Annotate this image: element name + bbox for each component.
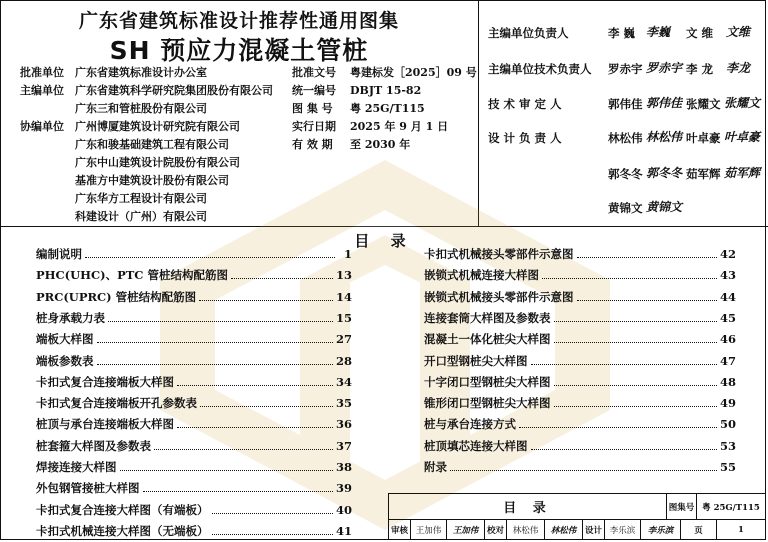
toc-entry-page: 41 [335,523,352,538]
toc-entry-title: PHC(UHC)、PTC 管桩结构配筋图 [36,268,228,283]
toc-entry-page: 34 [335,374,352,389]
toc-leader-dots [212,525,333,535]
co-unit-value: 广东和骏基础建筑工程有限公司 [75,138,229,151]
toc-entry-title: 桩顶与承台连接端板大样图 [36,417,174,432]
checker-name: 林松伟 [507,520,545,540]
reviewer-signature: 王加伟 [447,520,485,540]
person-name: 郭伟佳 [608,97,643,111]
header-horizontal-divider [0,226,768,227]
toc-entry[interactable] [424,374,736,390]
signature: 罗赤宇 [646,61,683,75]
toc-leader-dots [531,355,717,365]
toc-entry[interactable] [424,289,736,305]
toc-entry-title: 十字闭口型钢桩尖大样图 [424,374,551,389]
co-unit-label: 协编单位 [20,120,64,133]
person-name: 叶卓豪 [686,131,721,145]
toc-entry[interactable] [424,353,736,369]
toc-entry[interactable] [36,459,352,475]
signature: 叶卓豪 [724,130,761,144]
toc-entry[interactable] [36,395,352,411]
person-name: 郭冬冬 [608,167,643,181]
toc-leader-dots [212,504,333,514]
person-name: 罗赤宇 [608,62,643,76]
toc-entry-page: 15 [335,310,352,325]
toc-entry-title: 端板大样图 [36,332,94,347]
toc-entry[interactable] [36,480,352,496]
toc-leader-dots [154,440,333,450]
toc-leader-dots [120,461,333,471]
toc-entry[interactable] [424,459,736,475]
unified-number-value: DBJT 15-82 [350,84,422,97]
toc-entry-page: 47 [719,353,736,368]
toc-entry[interactable] [36,246,352,262]
toc-entry-title: 卡扣式复合连接大样图（有端板） [36,502,209,517]
toc-entry-page: 43 [719,268,736,283]
toc-entry-page: 35 [335,396,352,411]
signature: 林松伟 [646,130,683,144]
toc-entry[interactable] [424,438,736,454]
checker-signature: 林松伟 [545,520,583,540]
signature: 张耀文 [724,96,761,110]
chief-unit-value: 广东三和管桩股份有限公司 [75,102,207,115]
toc-entry-page: 27 [335,332,352,347]
atlas-number-value: 粤 25G/T115 [350,102,425,115]
toc-leader-dots [542,269,717,279]
toc-entry-title: 桩身承载力表 [36,310,105,325]
toc-entry-title: 编制说明 [36,247,82,261]
toc-leader-dots [200,397,333,407]
toc-entry[interactable] [36,416,352,432]
toc-leader-dots [231,269,333,279]
signature: 郭冬冬 [646,166,683,180]
toc-leader-dots [85,248,335,258]
toc-leader-dots [554,397,717,407]
page-value: 1 [717,520,766,540]
toc-entry[interactable] [36,289,352,305]
designer-signature: 李乐滨 [641,520,681,540]
toc-entry-page: 14 [335,289,352,304]
toc-entry[interactable] [36,353,352,369]
tech-approver-label: 技 术 审 定 人 [488,97,562,111]
toc-entry-page: 38 [335,460,352,474]
toc-leader-dots [97,355,333,365]
page-label: 页 [681,520,717,540]
toc-entry-title: 混凝土一体化桩尖大样图 [424,332,551,347]
person-name: 张耀文 [686,97,721,111]
toc-entry[interactable] [424,395,736,411]
toc-entry-title: 开口型钢桩尖大样图 [424,353,528,368]
reviewer-name: 王加伟 [411,520,447,540]
toc-title: 目 录 [354,232,414,250]
design-label: 设计 [583,520,605,540]
toc-entry[interactable] [36,310,352,326]
toc-leader-dots [554,333,717,343]
toc-entry[interactable] [424,310,736,326]
chief-unit-head-label: 主编单位负责人 [488,26,569,40]
toc-entry-title: 卡扣式复合连接端板开孔参数表 [36,396,197,411]
toc-entry-title: PRC(UPRC) 管桩结构配筋图 [36,289,197,304]
toc-entry-title: 连接套筒大样图及参数表 [424,310,551,325]
toc-entry-page: 45 [719,310,736,325]
toc-entry-page: 48 [719,374,736,389]
toc-leader-dots [577,248,717,258]
co-unit-value: 广州博厦建筑设计研究院有限公司 [75,120,240,133]
effective-date-label: 实行日期 [292,120,336,133]
toc-leader-dots [554,312,717,322]
toc-entry-title: 卡扣式机械接头零部件示意图 [424,247,574,261]
person-name: 林松伟 [608,131,643,145]
toc-entry-title: 附录 [424,460,447,474]
designer-name: 李乐滨 [605,520,641,540]
atlas-main-title: SH 预应力混凝土管桩 [109,36,369,65]
toc-entry-title: 卡扣式机械连接大样图（无端板） [36,523,209,538]
toc-leader-dots [97,333,333,343]
signature: 黄锦文 [646,200,683,214]
toc-entry-page: 42 [719,247,736,261]
toc-entry-title: 锥形闭口型钢桩尖大样图 [424,396,551,411]
toc-leader-dots [577,291,717,301]
toc-entry[interactable] [36,523,352,539]
toc-entry[interactable] [424,246,736,262]
toc-leader-dots [531,440,717,450]
toc-entry[interactable] [36,438,352,454]
toc-entry-title: 嵌锁式机械连接大样图 [424,268,539,283]
effective-date-value: 2025 年 9 月 1 日 [350,120,449,133]
atlas-value: 粤 25G/T115 [697,494,766,520]
toc-entry-page: 44 [719,289,736,304]
co-unit-value: 科建设计（广州）有限公司 [75,210,207,223]
co-unit-value: 广东华方工程设计有限公司 [75,192,207,205]
signature: 李龙 [726,61,751,75]
atlas-category-title: 广东省建筑标准设计推荐性通用图集 [78,10,399,32]
signature: 郭伟佳 [646,96,683,110]
toc-entry-page: 50 [719,417,736,432]
toc-leader-dots [519,418,717,428]
person-name: 李 龙 [686,62,714,76]
toc-entry[interactable] [36,502,352,518]
toc-entry-page: 37 [335,438,352,453]
toc-entry[interactable] [36,374,352,390]
toc-entry-page: 1 [343,247,352,261]
check-label: 校对 [485,520,507,540]
approval-doc-value: 粤建标发［2025］09 号 [350,66,477,79]
toc-leader-dots [143,482,333,492]
title-block-title: 目 录 [389,494,667,520]
toc-entry-page: 49 [719,396,736,411]
unified-number-label: 统一编号 [292,84,336,97]
header-vertical-divider [478,0,479,226]
person-name: 李 巍 [608,26,636,40]
signature: 李巍 [646,25,671,39]
review-label: 审核 [389,520,411,540]
toc-entry[interactable] [36,331,352,347]
person-name: 黄锦文 [608,201,643,215]
signature: 茹军辉 [724,166,761,180]
toc-entry-title: 桩与承台连接方式 [424,417,516,432]
chief-unit-tech-head-label: 主编单位技术负责人 [488,62,592,76]
person-name: 文 维 [686,26,714,40]
toc-entry-page: 53 [719,438,736,453]
toc-leader-dots [177,418,333,428]
approve-unit-label: 批准单位 [20,66,64,79]
chief-unit-value: 广东省建筑科学研究院集团股份有限公司 [75,84,273,97]
toc-entry[interactable] [36,267,352,283]
approval-doc-label: 批准文号 [292,66,336,79]
validity-label: 有 效 期 [292,138,333,151]
atlas-label: 图集号 [667,494,697,520]
toc-entry-title: 焊接连接大样图 [36,460,117,474]
title-block [388,493,766,540]
toc-entry[interactable] [424,416,736,432]
toc-entry-page: 28 [335,353,352,368]
toc-entry-page: 39 [335,481,352,496]
toc-entry-page: 40 [335,502,352,517]
co-unit-value: 基准方中建筑设计股份有限公司 [75,174,229,187]
toc-entry-page: 55 [719,460,736,474]
chief-unit-label: 主编单位 [20,84,64,97]
toc-leader-dots [108,312,333,322]
toc-entry-page: 46 [719,332,736,347]
validity-value: 至 2030 年 [350,138,411,151]
person-name: 茹军辉 [686,167,721,181]
toc-entry-title: 嵌锁式机械接头零部件示意图 [424,289,574,304]
toc-entry[interactable] [424,331,736,347]
design-head-label: 设 计 负 责 人 [488,131,562,145]
toc-leader-dots [554,376,717,386]
signature: 文维 [726,25,751,39]
toc-entry-title: 桩顶填芯连接大样图 [424,438,528,453]
toc-entry[interactable] [424,267,736,283]
toc-leader-dots [177,376,333,386]
toc-entry-title: 端板参数表 [36,353,94,368]
toc-entry-title: 外包钢管接桩大样图 [36,481,140,496]
toc-leader-dots [199,291,333,301]
toc-entry-page: 36 [335,417,352,432]
toc-entry-title: 桩套箍大样图及参数表 [36,438,151,453]
toc-entry-title: 卡扣式复合连接端板大样图 [36,374,174,389]
toc-leader-dots [450,461,717,471]
atlas-number-label: 图 集 号 [292,102,333,115]
toc-entry-page: 13 [335,268,352,283]
approve-unit-value: 广东省建筑标准设计办公室 [75,66,207,79]
co-unit-value: 广东中山建筑设计院股份有限公司 [75,156,240,169]
